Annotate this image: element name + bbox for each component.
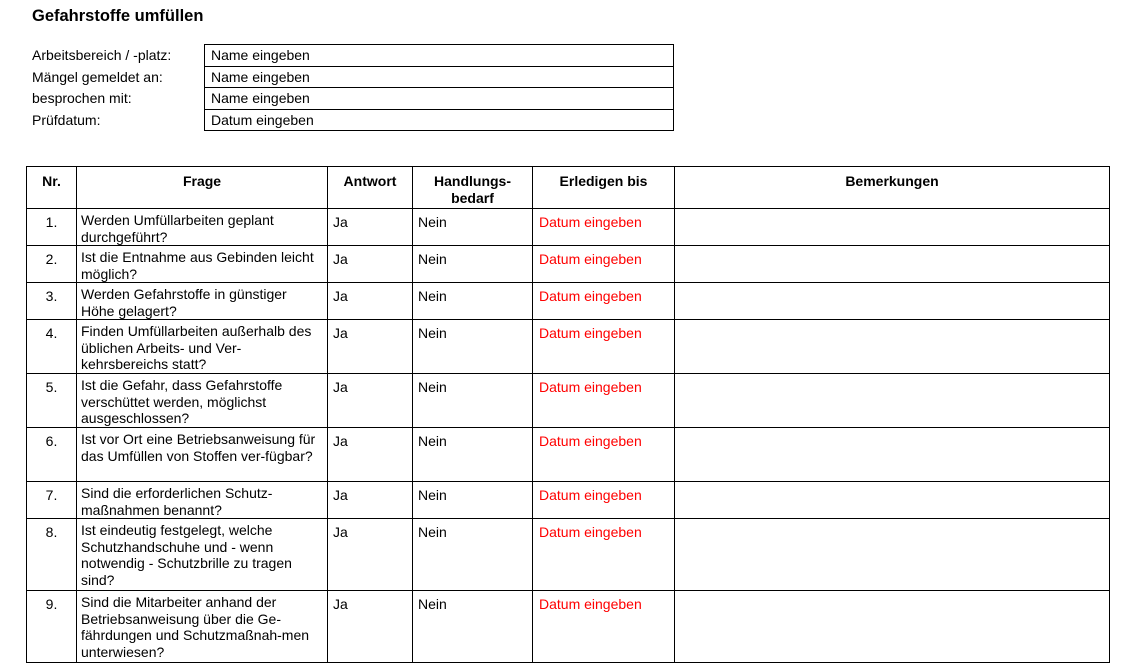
checklist-table xyxy=(26,166,1110,663)
row-handlungsbedarf-nein[interactable]: Nein xyxy=(413,374,533,428)
header-handlungsbedarf xyxy=(413,167,533,209)
row-question: Ist vor Ort eine Betriebsanweisung für das Umfüllen von Stoffen ver-fügbar? xyxy=(77,428,328,482)
meta-fields xyxy=(204,44,674,131)
label-besprochen-mit: besprochen mit: xyxy=(32,90,132,106)
row-bemerkungen-field[interactable] xyxy=(675,374,1110,428)
row-number: 6. xyxy=(27,428,77,482)
header-erledigen-bis: Erledigen bis xyxy=(533,167,675,209)
field-besprochen-mit[interactable]: Name eingeben xyxy=(205,88,673,110)
row-question: Werden Gefahrstoffe in günstiger Höhe gelagert? xyxy=(77,283,328,320)
row-handlungsbedarf-nein[interactable]: Nein xyxy=(413,482,533,519)
row-handlungsbedarf-nein[interactable]: Nein xyxy=(413,209,533,246)
label-maengel-gemeldet: Mängel gemeldet an: xyxy=(32,68,163,85)
row-erledigen-bis-field[interactable]: Datum eingeben xyxy=(533,482,675,519)
row-handlungsbedarf-nein[interactable]: Nein xyxy=(413,591,533,663)
row-question: Ist eindeutig festgelegt, welche Schutzhandschuhe und - wenn notwendig - Schutzbrille zu tragen sind? xyxy=(77,519,328,591)
table-row xyxy=(27,320,1110,374)
row-erledigen-bis-field[interactable]: Datum eingeben xyxy=(533,428,675,482)
table-row xyxy=(27,482,1110,519)
row-bemerkungen-field[interactable] xyxy=(675,283,1110,320)
table-row xyxy=(27,428,1110,482)
document-title: Gefahrstoffe umfüllen xyxy=(32,7,204,25)
row-question: Ist die Gefahr, dass Gefahrstoffe verschüttet werden, möglichst ausgeschlossen? xyxy=(77,374,328,428)
row-bemerkungen-field[interactable] xyxy=(675,246,1110,283)
field-maengel-gemeldet[interactable]: Name eingeben xyxy=(205,67,673,89)
row-question: Ist die Entnahme aus Gebinden leicht möglich? xyxy=(77,246,328,283)
row-erledigen-bis-field[interactable]: Datum eingeben xyxy=(533,374,675,428)
row-erledigen-bis-field[interactable]: Datum eingeben xyxy=(533,519,675,591)
row-bemerkungen-field[interactable] xyxy=(675,428,1110,482)
header-nr: Nr. xyxy=(27,167,77,209)
row-answer-ja[interactable]: Ja xyxy=(328,374,413,428)
table-row xyxy=(27,519,1110,591)
row-handlungsbedarf-nein[interactable]: Nein xyxy=(413,320,533,374)
table-row xyxy=(27,209,1110,246)
row-erledigen-bis-field[interactable]: Datum eingeben xyxy=(533,591,675,663)
row-answer-ja[interactable]: Ja xyxy=(328,519,413,591)
row-answer-ja[interactable]: Ja xyxy=(328,320,413,374)
header-antwort: Antwort xyxy=(328,167,413,209)
row-bemerkungen-field[interactable] xyxy=(675,482,1110,519)
row-erledigen-bis-field[interactable]: Datum eingeben xyxy=(533,209,675,246)
meta-labels xyxy=(32,45,204,131)
row-answer-ja[interactable]: Ja xyxy=(328,209,413,246)
row-answer-ja[interactable]: Ja xyxy=(328,482,413,519)
row-erledigen-bis-field[interactable]: Datum eingeben xyxy=(533,320,675,374)
row-question: Finden Umfüllarbeiten außerhalb des üblichen Arbeits- und Ver-kehrsbereichs statt? xyxy=(77,320,328,374)
header-bemerkungen: Bemerkungen xyxy=(675,167,1110,209)
row-answer-ja[interactable]: Ja xyxy=(328,591,413,663)
field-arbeitsbereich[interactable]: Name eingeben xyxy=(205,45,673,67)
row-handlungsbedarf-nein[interactable]: Nein xyxy=(413,428,533,482)
row-handlungsbedarf-nein[interactable]: Nein xyxy=(413,246,533,283)
table-row xyxy=(27,374,1110,428)
row-number: 2. xyxy=(27,246,77,283)
header-handlungsbedarf-line1: Handlungs- xyxy=(434,173,511,189)
field-pruefdatum[interactable]: Datum eingeben xyxy=(205,110,673,132)
row-erledigen-bis-field[interactable]: Datum eingeben xyxy=(533,283,675,320)
table-header-row xyxy=(27,167,1110,209)
row-question: Sind die erforderlichen Schutz-maßnahmen benannt? xyxy=(77,482,328,519)
header-handlungsbedarf-line2: bedarf xyxy=(451,189,494,206)
table-row xyxy=(27,246,1110,283)
row-answer-ja[interactable]: Ja xyxy=(328,246,413,283)
row-erledigen-bis-field[interactable]: Datum eingeben xyxy=(533,246,675,283)
row-bemerkungen-field[interactable] xyxy=(675,320,1110,374)
row-number: 1. xyxy=(27,209,77,246)
row-question: Werden Umfüllarbeiten geplant durchgeführt? xyxy=(77,209,328,246)
table-row xyxy=(27,283,1110,320)
row-answer-ja[interactable]: Ja xyxy=(328,283,413,320)
row-number: 9. xyxy=(27,591,77,663)
row-handlungsbedarf-nein[interactable]: Nein xyxy=(413,519,533,591)
row-bemerkungen-field[interactable] xyxy=(675,209,1110,246)
label-arbeitsbereich: Arbeitsbereich / -platz: xyxy=(32,47,172,63)
row-number: 8. xyxy=(27,519,77,591)
row-number: 4. xyxy=(27,320,77,374)
row-question: Sind die Mitarbeiter anhand der Betriebsanweisung über die Ge-fährdungen und Schutzmaßnah-men unterwiesen? xyxy=(77,591,328,663)
row-handlungsbedarf-nein[interactable]: Nein xyxy=(413,283,533,320)
table-row xyxy=(27,591,1110,663)
row-bemerkungen-field[interactable] xyxy=(675,591,1110,663)
label-pruefdatum: Prüfdatum: xyxy=(32,111,101,128)
row-number: 7. xyxy=(27,482,77,519)
header-frage: Frage xyxy=(77,167,328,209)
row-number: 5. xyxy=(27,374,77,428)
row-number: 3. xyxy=(27,283,77,320)
row-answer-ja[interactable]: Ja xyxy=(328,428,413,482)
row-bemerkungen-field[interactable] xyxy=(675,519,1110,591)
